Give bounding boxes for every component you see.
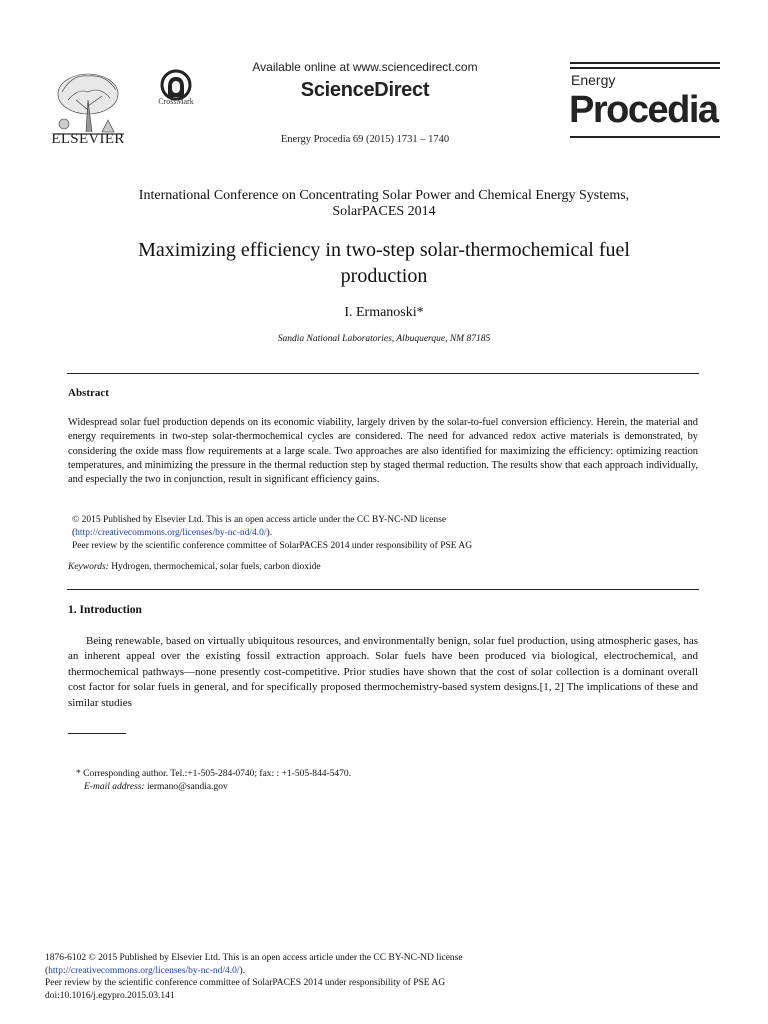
- license-line: © 2015 Published by Elsevier Ltd. This is an open access article under the CC BY-NC-ND license: [72, 515, 447, 525]
- journal-logo-rule-top: [570, 62, 720, 64]
- journal-logo-procedia: Procedia: [569, 89, 718, 131]
- article-title: [70, 237, 698, 289]
- license-block: [72, 514, 692, 553]
- license-link[interactable]: http://creativecommons.org/licenses/by-nc-nd/4.0/: [75, 528, 267, 538]
- introduction-heading: 1. Introduction: [68, 604, 142, 616]
- author-affiliation: Sandia National Laboratories, Albuquerque, NM 87185: [277, 334, 491, 344]
- footer-url-line: (http://creativecommons.org/licenses/by-nc-nd/4.0/).: [45, 965, 246, 976]
- peer-review-line: Peer review by the scientific conference committee of SolarPACES 2014 under responsibility of PSE AG: [72, 541, 473, 551]
- conference-line-2: SolarPACES 2014: [332, 204, 436, 219]
- keywords-text: Hydrogen, thermochemical, solar fuels, carbon dioxide: [108, 562, 321, 572]
- journal-citation: Energy Procedia 69 (2015) 1731 – 1740: [280, 134, 450, 145]
- footer-license-line: 1876-6102 © 2015 Published by Elsevier Ltd. This is an open access article under the CC BY-NC-ND license: [45, 953, 463, 963]
- footer-doi[interactable]: doi:10.1016/j.egypro.2015.03.141: [45, 990, 175, 1001]
- publisher-name: ELSEVIER: [51, 131, 125, 147]
- footnote: [76, 768, 696, 794]
- title-line-2: production: [340, 265, 428, 287]
- conference-name: [60, 188, 708, 220]
- footnote-rule: [68, 733, 126, 734]
- corresponding-author: * Corresponding author. Tel.:+1-505-284-0740; fax: : +1-505-844-5470.: [76, 769, 352, 779]
- author-name: I. Ermanoski*: [344, 305, 424, 320]
- available-online-text: Available online at www.sciencedirect.com: [252, 60, 478, 74]
- sciencedirect-logo-text[interactable]: ScienceDirect: [300, 79, 430, 101]
- footer-peer-review: Peer review by the scientific conference committee of SolarPACES 2014 under responsibility of PSE AG: [45, 978, 446, 988]
- title-line-1: Maximizing efficiency in two-step solar-thermochemical fuel: [138, 239, 630, 261]
- conference-line-1: International Conference on Concentrating Solar Power and Chemical Energy Systems,: [138, 188, 630, 203]
- email-label: E-mail address:: [84, 782, 145, 792]
- email-address[interactable]: iermano@sandia.gov: [144, 782, 228, 792]
- email-line: [76, 781, 696, 794]
- journal-logo-rule-top-2: [570, 67, 720, 69]
- abstract-top-rule: [67, 373, 699, 374]
- license-url-line: (http://creativecommons.org/licenses/by-nc-nd/4.0/).: [72, 528, 273, 538]
- abstract-heading: Abstract: [68, 387, 109, 399]
- journal-logo-energy: Energy: [571, 72, 616, 88]
- keywords-line: [68, 562, 321, 572]
- abstract-bottom-rule: [67, 589, 699, 590]
- abstract-body: Widespread solar fuel production depends on its economic viability, largely driven by the solar-to-fuel conversion efficiency. Herein, the material and energy requirements in two-step solar-thermochemical cycles are considered. The need for advanced redox active materials is demonstrated, by considering the oxide mass flow requirements at a large scale. Two approaches are also identified for maximizing the efficiency: optimizing reaction temperatures, and minimizing the pressure in the thermal reduction step by staged thermal reduction. The results show that each approach individually, and especially the two in conjunction, result in significant efficiency gains.: [68, 417, 698, 486]
- introduction-body: Being renewable, based on virtually ubiquitous resources, and environmentally benign, solar fuel production, using atmospheric gases, has an inherent appeal over the existing fossil extraction approach. Solar fuels have been produced via biological, electrochemical, and thermochemical pathways—none presently cost-competitive. Prior studies have shown that the cost of solar collection is a dominant overall cost factor for solar fuels in general, and for specifically proposed thermochemistry-based system designs.[1, 2] The implications of these and similar studies: [68, 635, 698, 709]
- page-footer: [45, 952, 725, 1002]
- journal-logo-rule-bottom: [570, 136, 720, 138]
- keywords-label: Keywords:: [68, 562, 109, 572]
- footer-license-link[interactable]: http://creativecommons.org/licenses/by-nc-nd/4.0/: [48, 965, 240, 976]
- crossmark-label: CrossMark: [158, 97, 194, 106]
